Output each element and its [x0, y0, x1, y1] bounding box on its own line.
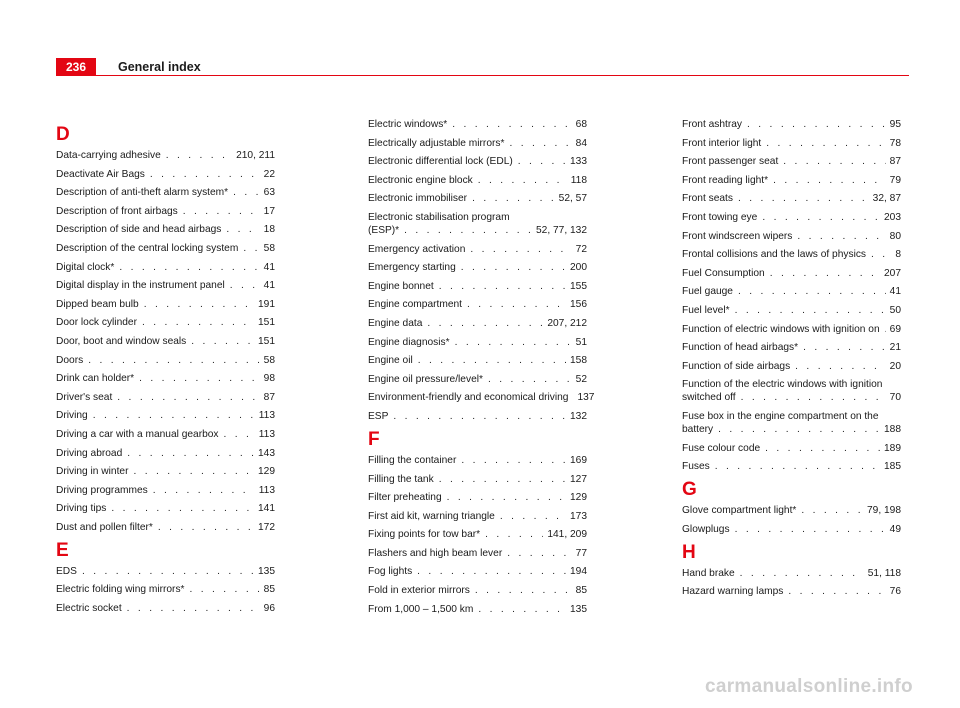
leader-dots: [788, 585, 885, 598]
section-letter: H: [682, 541, 696, 563]
index-entry: [56, 465, 275, 478]
index-entry: [368, 565, 587, 578]
leader-dots: [127, 447, 254, 460]
index-entry-text: Description of anti-theft alarm system*: [56, 187, 229, 199]
leader-dots: [461, 454, 566, 467]
index-entry: [368, 298, 587, 311]
index-entry-pages: 96: [263, 603, 275, 615]
index-entry-pages: 80: [889, 230, 901, 242]
index-entry-pages: 95: [889, 119, 901, 130]
index-entry-text: Dust and pollen filter*: [56, 521, 153, 533]
leader-dots: [82, 565, 254, 578]
index-entry-text: Engine bonnet: [368, 280, 434, 292]
leader-dots: [738, 192, 869, 205]
leader-dots: [427, 317, 543, 330]
index-entry-text: Fuel level*: [682, 304, 730, 316]
index-entry: [56, 372, 275, 385]
page-header: [56, 58, 909, 76]
index-entry-pages: 69: [889, 323, 901, 335]
index-entry: [682, 230, 901, 243]
index-entry-text: Electronic differential lock (EDL): [368, 156, 513, 168]
index-entry: [682, 360, 901, 373]
index-entry: [56, 186, 275, 199]
index-entry-pages: 132: [570, 410, 587, 422]
watermark: carmanualsonline.info: [705, 676, 913, 697]
leader-dots: [158, 521, 254, 534]
index-entry-text: Electronic engine block: [368, 174, 473, 186]
leader-dots: [417, 565, 566, 578]
index-entry-pages: 98: [263, 373, 275, 385]
index-entry-pages: 77: [575, 547, 587, 559]
index-entry: [682, 567, 901, 580]
index-entry-pages: 207: [884, 267, 901, 279]
leader-dots: [224, 428, 255, 441]
section-letter: G: [682, 479, 697, 501]
index-entry-text: Function of head airbags*: [682, 342, 799, 354]
index-entry-text: Filling the container: [368, 454, 457, 466]
leader-dots: [117, 391, 259, 404]
index-entry: [682, 410, 901, 436]
index-entry-text: Fuel Consumption: [682, 267, 765, 279]
leader-dots: [455, 336, 572, 349]
index-entry-pages: 156: [570, 299, 587, 311]
index-entry-pages: 52, 77, 132: [536, 224, 587, 236]
leader-dots: [509, 137, 571, 150]
index-column-2: [368, 118, 595, 621]
index-entry: [368, 243, 587, 256]
index-entry-text: Fuse colour code: [682, 442, 761, 454]
index-entry-first-line: Fuse box in the engine compartment on the: [682, 410, 879, 422]
index-entry-pages: 70: [889, 392, 901, 404]
index-entry: [56, 223, 275, 236]
index-entry-pages: 79, 198: [867, 505, 901, 517]
index-entry-pages: 185: [884, 461, 901, 473]
leader-dots: [765, 442, 880, 455]
leader-dots: [139, 372, 260, 385]
index-entry: [682, 192, 901, 205]
index-entry: [56, 261, 275, 274]
leader-dots: [404, 224, 532, 237]
index-entry: [682, 248, 901, 261]
header-rule: [56, 75, 909, 76]
index-entry-pages: 51, 118: [867, 567, 901, 579]
index-entry: [682, 211, 901, 224]
index-entry: [368, 454, 587, 467]
index-entry-text: Driving in winter: [56, 466, 129, 478]
index-entry-text: First aid kit, warning triangle: [368, 510, 495, 522]
index-entry: [56, 391, 275, 404]
index-entry-text: Environment-friendly and economical driving: [368, 392, 569, 404]
leader-dots: [797, 230, 885, 243]
index-entry: [368, 603, 587, 616]
index-entry-pages: 210, 211: [236, 150, 275, 161]
index-entry: [682, 460, 901, 473]
leader-dots: [439, 280, 566, 293]
index-entry: [368, 391, 595, 404]
page-title: General index: [118, 60, 201, 74]
index-entry-pages: 191: [258, 298, 275, 310]
index-entry-pages: 76: [889, 586, 901, 598]
index-entry: [56, 484, 275, 497]
index-entry: [368, 192, 587, 205]
leader-dots: [191, 335, 254, 348]
index-entry-pages: 200: [570, 262, 587, 274]
leader-dots: [773, 174, 886, 187]
index-entry-pages: 203: [884, 211, 901, 223]
index-entry-text: Description of side and head airbags: [56, 224, 222, 236]
leader-dots: [871, 248, 891, 261]
index-entry-pages: 141, 209: [547, 529, 587, 541]
index-entry-pages: 189: [884, 442, 901, 454]
index-entry-pages: 51: [575, 336, 587, 348]
index-column-1: [56, 118, 275, 621]
leader-dots: [766, 137, 885, 150]
index-entry-first-line: Electronic stabilisation program: [368, 211, 510, 223]
index-entry-pages: 137: [577, 392, 595, 404]
leader-dots: [166, 149, 232, 162]
index-entry-pages: 133: [570, 156, 587, 168]
index-entry: [682, 442, 901, 455]
index-entry: [368, 317, 587, 330]
index-entry-text: Hand brake: [682, 567, 735, 579]
index-entry: [682, 285, 901, 298]
index-entry: [56, 168, 275, 181]
index-entry-text: Deactivate Air Bags: [56, 168, 145, 180]
index-entry-pages: 49: [889, 523, 901, 535]
leader-dots: [801, 504, 863, 517]
index-entry-text: Engine oil: [368, 355, 413, 367]
index-entry-text: Function of electric windows with ignition on: [682, 323, 880, 335]
index-entry: [56, 502, 275, 515]
index-entry-text: Driving a car with a manual gearbox: [56, 428, 219, 440]
index-entry-pages: 32, 87: [872, 193, 901, 205]
index-entry: [368, 547, 587, 560]
index-entry: [682, 504, 901, 517]
index-entry: [682, 155, 901, 168]
leader-dots: [735, 304, 886, 317]
index-entry-pages: 58: [263, 242, 275, 254]
index-entry: [368, 584, 587, 597]
leader-dots: [715, 460, 880, 473]
index-entry: [368, 211, 587, 237]
index-entry-text: Door lock cylinder: [56, 317, 137, 329]
index-entry-pages: 129: [258, 466, 275, 478]
index-entry: [56, 447, 275, 460]
index-entry-text: Electronic immobiliser: [368, 193, 468, 205]
index-entry: [56, 335, 275, 348]
leader-dots: [447, 491, 566, 504]
index-entry-pages: 135: [258, 565, 275, 577]
leader-dots: [230, 279, 260, 292]
index-entry-pages: 118: [570, 174, 587, 186]
leader-dots: [393, 410, 566, 423]
leader-dots: [740, 567, 864, 580]
index-entry-text: Electric windows*: [368, 119, 448, 130]
index-entry: [368, 336, 587, 349]
index-entry-text: Engine compartment: [368, 299, 463, 311]
leader-dots: [741, 391, 886, 404]
index-entry-text: switched off: [682, 392, 736, 404]
index-entry-pages: 58: [263, 354, 275, 366]
leader-dots: [142, 316, 254, 329]
index-entry-pages: 8: [895, 249, 901, 261]
index-entry: [682, 267, 901, 280]
index-entry-pages: 169: [570, 454, 587, 466]
index-entry-text: EDS: [56, 565, 77, 577]
index-entry-pages: 151: [258, 317, 275, 329]
index-entry-text: Filter preheating: [368, 492, 442, 504]
index-column-3: [682, 118, 901, 604]
index-entry: [368, 373, 587, 386]
index-entry: [682, 341, 901, 354]
index-entry-text: Doors: [56, 354, 84, 366]
index-entry-text: Door, boot and window seals: [56, 335, 187, 347]
leader-dots: [461, 261, 566, 274]
index-entry: [682, 174, 901, 187]
index-entry: [56, 521, 275, 534]
index-entry: [682, 118, 901, 131]
section-letter: D: [56, 124, 70, 145]
index-entry-pages: 113: [258, 410, 275, 422]
index-entry-text: Frontal collisions and the laws of physics: [682, 249, 867, 261]
index-entry-pages: 63: [263, 187, 275, 199]
page-number: 236: [56, 58, 96, 76]
index-entry-text: Data-carrying adhesive: [56, 150, 161, 161]
index-entry-text: From 1,000 – 1,500 km: [368, 603, 474, 615]
leader-dots: [190, 583, 260, 596]
leader-dots: [127, 602, 260, 615]
index-entry-text: Fog lights: [368, 566, 413, 578]
index-entry-text: Front passenger seat: [682, 156, 779, 168]
index-entry: [368, 155, 587, 168]
index-entry: [56, 149, 275, 162]
index-entry-text: Engine data: [368, 317, 423, 329]
leader-dots: [472, 192, 555, 205]
index-entry: [368, 510, 587, 523]
leader-dots: [93, 409, 255, 422]
leader-dots: [111, 502, 254, 515]
leader-dots: [783, 155, 885, 168]
index-entry-pages: 127: [570, 473, 587, 485]
index-entry-text: Description of front airbags: [56, 205, 178, 217]
index-entry: [56, 583, 275, 596]
index-entry-pages: 52: [575, 373, 587, 385]
index-entry: [56, 602, 275, 615]
index-entry-pages: 173: [570, 510, 587, 522]
index-entry: [56, 409, 275, 422]
index-entry-pages: 79: [889, 174, 901, 186]
index-entry-pages: 78: [889, 137, 901, 149]
index-entry-text: Driving abroad: [56, 447, 123, 459]
index-entry-pages: 72: [575, 243, 587, 255]
index-entry-text: Description of the central locking system: [56, 242, 239, 254]
leader-dots: [233, 186, 260, 199]
leader-dots: [144, 298, 254, 311]
leader-dots: [738, 285, 886, 298]
index-entry-text: Fixing points for tow bar*: [368, 529, 481, 541]
index-entry-text: Front windscreen wipers: [682, 230, 793, 242]
index-entry: [56, 279, 275, 292]
index-entry: [368, 174, 587, 187]
index-entry-text: Flashers and high beam lever: [368, 547, 503, 559]
index-entry-pages: 207, 212: [547, 317, 587, 329]
index-entry: [56, 205, 275, 218]
leader-dots: [133, 465, 254, 478]
index-entry-pages: 21: [889, 342, 901, 354]
index-entry-text: Fold in exterior mirrors: [368, 585, 470, 597]
section-letter: E: [56, 539, 69, 561]
index-entry-pages: 129: [570, 492, 587, 504]
leader-dots: [803, 341, 886, 354]
index-entry: [682, 523, 901, 536]
index-entry-text: Front towing eye: [682, 211, 758, 223]
index-entry: [368, 261, 587, 274]
leader-dots: [500, 510, 566, 523]
index-entry-first-line: Function of the electric windows with ignition: [682, 379, 883, 391]
index-entry-pages: 41: [263, 280, 275, 292]
leader-dots: [762, 211, 880, 224]
index-entry: [368, 280, 587, 293]
index-entry-text: Driver's seat: [56, 391, 113, 403]
leader-dots: [475, 584, 572, 597]
index-entry-pages: 143: [258, 447, 275, 459]
index-entry-text: Front ashtray: [682, 119, 743, 130]
index-entry-pages: 85: [263, 584, 275, 596]
leader-dots: [418, 354, 566, 367]
index-entry-text: Digital display in the instrument panel: [56, 280, 225, 292]
index-entry-text: Fuel gauge: [682, 286, 733, 298]
index-entry: [56, 565, 275, 578]
leader-dots: [518, 155, 566, 168]
index-entry-text: Engine oil pressure/level*: [368, 373, 483, 385]
index-entry-pages: 172: [258, 521, 275, 533]
leader-dots: [467, 298, 566, 311]
index-entry-pages: 113: [258, 428, 275, 440]
index-entry-pages: 158: [570, 355, 587, 367]
index-entry: [368, 137, 587, 150]
index-entry-text: Drink can holder*: [56, 373, 135, 385]
index-entry: [682, 585, 901, 598]
index-entry: [56, 428, 275, 441]
index-entry-text: Emergency starting: [368, 262, 456, 274]
leader-dots: [439, 473, 566, 486]
index-entry-text: Dipped beam bulb: [56, 298, 139, 310]
index-entry-text: Filling the tank: [368, 473, 434, 485]
index-entry-pages: 87: [263, 391, 275, 403]
index-entry-text: ESP: [368, 410, 389, 422]
index-entry: [368, 491, 587, 504]
index-entry: [368, 354, 587, 367]
leader-dots: [478, 174, 567, 187]
index-entry-text: Glowplugs: [682, 523, 730, 535]
leader-dots: [747, 118, 886, 131]
index-entry-text: Front reading light*: [682, 174, 769, 186]
index-entry-text: Front seats: [682, 193, 733, 205]
index-entry-pages: 135: [570, 603, 587, 615]
index-entry: [56, 242, 275, 255]
leader-dots: [226, 223, 259, 236]
leader-dots: [88, 354, 259, 367]
index-entry: [682, 137, 901, 150]
leader-dots: [795, 360, 885, 373]
index-entry-text: Function of side airbags: [682, 360, 791, 372]
index-entry-text: Glove compartment light*: [682, 505, 797, 517]
leader-dots: [770, 267, 880, 280]
leader-dots: [119, 261, 259, 274]
index-entry-pages: 17: [263, 205, 275, 217]
leader-dots: [735, 523, 886, 536]
index-entry-text: Fuses: [682, 461, 710, 473]
leader-dots: [470, 243, 571, 256]
leader-dots: [150, 168, 260, 181]
index-entry: [368, 473, 587, 486]
index-entry-pages: 87: [889, 156, 901, 168]
index-entry-pages: 50: [889, 304, 901, 316]
index-entry-text: Electric folding wing mirrors*: [56, 584, 185, 596]
index-entry-text: Emergency activation: [368, 243, 466, 255]
index-entry-pages: 84: [575, 137, 587, 149]
leader-dots: [153, 484, 255, 497]
leader-dots: [485, 528, 543, 541]
leader-dots: [507, 547, 571, 560]
index-entry-text: Driving tips: [56, 503, 107, 515]
index-entry-pages: 85: [575, 585, 587, 597]
index-entry-text: battery: [682, 423, 714, 435]
index-entry-text: (ESP)*: [368, 224, 400, 236]
index-entry-text: Front interior light: [682, 137, 762, 149]
index-entry: [56, 298, 275, 311]
index-entry: [56, 316, 275, 329]
index-entry-pages: 41: [263, 261, 275, 273]
index-entry-text: Driving: [56, 410, 88, 422]
index-entry: [56, 354, 275, 367]
index-entry-text: Engine diagnosis*: [368, 336, 450, 348]
leader-dots: [452, 118, 571, 131]
index-entry-text: Electrically adjustable mirrors*: [368, 137, 505, 149]
index-entry-pages: 41: [889, 286, 901, 298]
leader-dots: [718, 423, 880, 436]
section-letter: F: [368, 428, 380, 450]
index-entry-pages: 141: [258, 503, 275, 515]
leader-dots: [885, 323, 886, 336]
index-entry-pages: 22: [263, 168, 275, 180]
index-entry-text: Driving programmes: [56, 484, 148, 496]
index-entry-text: Electric socket: [56, 603, 122, 615]
index-entry: [682, 378, 901, 404]
index-entry-pages: 194: [570, 566, 587, 578]
index-entry-text: Digital clock*: [56, 261, 115, 273]
leader-dots: [183, 205, 260, 218]
index-entry-text: Hazard warning lamps: [682, 586, 784, 598]
index-entry: [682, 304, 901, 317]
index-entry: [368, 410, 587, 423]
leader-dots: [488, 373, 572, 386]
index-entry-pages: 52, 57: [558, 193, 587, 205]
index-entry-pages: 18: [263, 224, 275, 236]
index-entry: [368, 118, 587, 131]
index-entry: [682, 323, 901, 336]
leader-dots: [478, 603, 566, 616]
index-entry-pages: 155: [570, 280, 587, 292]
index-entry-pages: 113: [258, 484, 275, 496]
index-entry-pages: 20: [889, 360, 901, 372]
index-entry-pages: 151: [258, 335, 275, 347]
leader-dots: [243, 242, 259, 255]
index-entry-pages: 188: [884, 423, 901, 435]
index-entry: [368, 528, 587, 541]
index-entry-pages: 68: [575, 119, 587, 130]
